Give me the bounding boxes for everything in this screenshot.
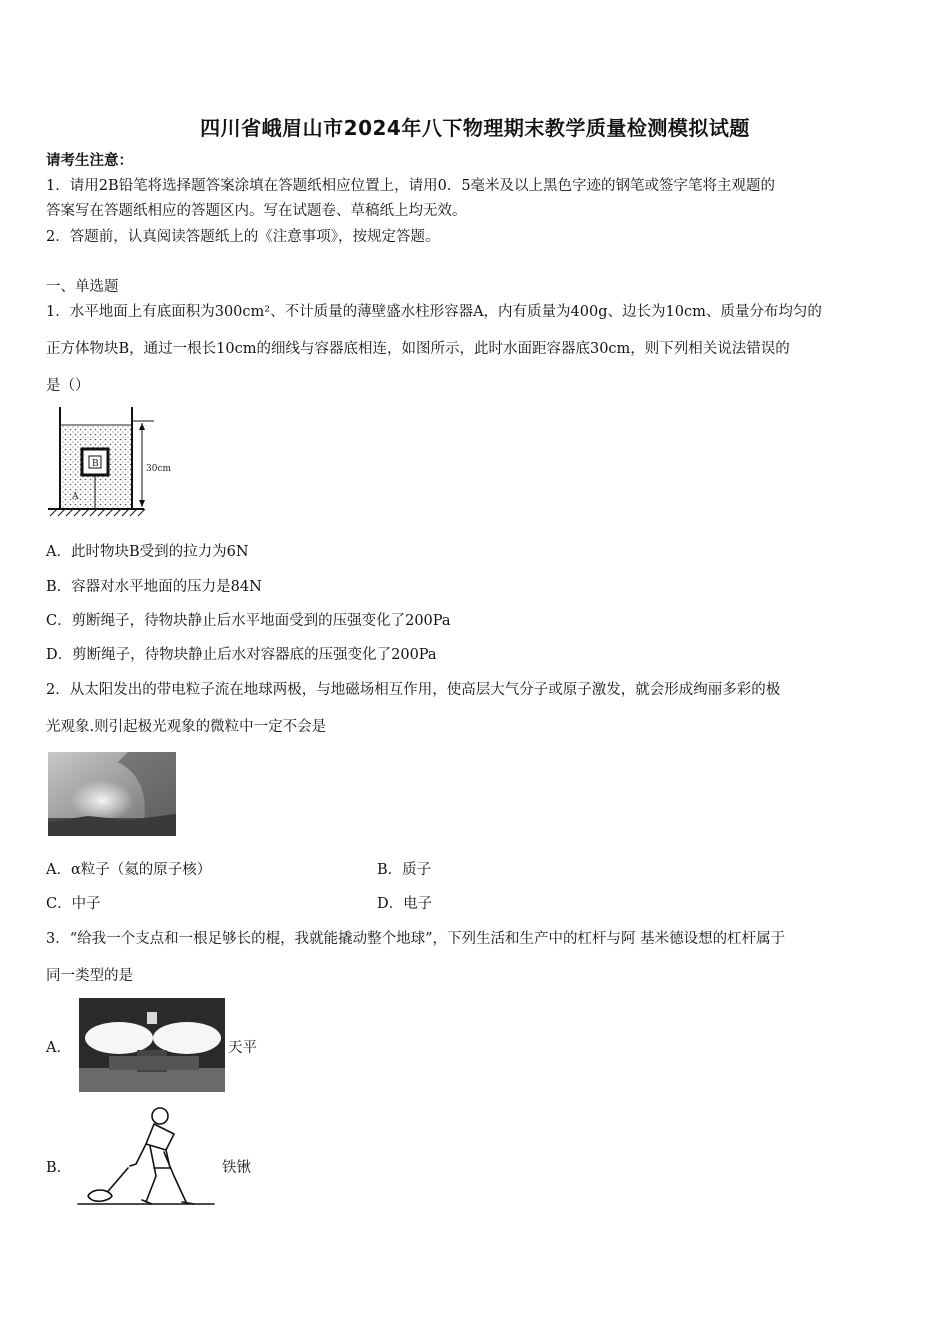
q1-stem-line-1: 1．水平地面上有底面积为300cm²、不计质量的薄壁盛水柱形容器A，内有质量为400g、边长为10cm、质量分布均匀的 [46,304,822,320]
q1-stem-line-3: 是（） [46,378,90,394]
notice-heading: 请考生注意： [46,152,133,169]
q1-fig-label-b: B [92,459,99,469]
q3-option-b-label: 铁锹 [222,1160,251,1176]
q2-option-b: B．质子 [377,862,432,878]
q2-aurora-photo [48,752,176,836]
q3-stem-line-1: 3．“给我一个支点和一根足够长的棍，我就能撬动整个地球”，下列生活和生产中的杠杆与阿 基米德设想的杠杆属于 [46,931,786,947]
page-title: 四川省峨眉山市2024年八下物理期末教学质量检测模拟试题 [200,116,750,140]
notice-line-1b: 答案写在答题纸相应的答题区内。写在试题卷、草稿纸上均无效。 [46,203,467,219]
q1-option-a: A．此时物块B受到的拉力为6N [46,544,249,560]
q1-container-figure [44,403,176,519]
q3-shovel-figure [74,1104,222,1214]
q2-option-c: C．中子 [46,896,101,912]
q1-option-d: D．剪断绳子，待物块静止后水对容器底的压强变化了200Pa [46,647,437,663]
q3-option-a-label: 天平 [228,1040,257,1056]
q3-stem-line-2: 同一类型的是 [46,968,133,984]
q2-stem-line-2: 光观象.则引起极光观象的微粒中一定不会是 [46,719,327,735]
section-heading: 一、单选题 [46,279,119,295]
q3-option-b-letter: B． [46,1160,72,1176]
notice-line-1: 1．请用2B铅笔将选择题答案涂填在答题纸相应位置上，请用0．5毫米及以上黑色字迹的钢笔或签字笔将主观题的 [46,178,776,194]
q2-stem-line-1: 2．从太阳发出的带电粒子流在地球两极，与地磁场相互作用，使高层大气分子或原子激发，就会形成绚丽多彩的极 [46,682,781,698]
q3-balance-photo [79,998,225,1092]
q1-stem-line-2: 正方体物块B，通过一根长10cm的细线与容器底相连，如图所示，此时水面距容器底30cm，则下列相关说法错误的 [46,341,790,357]
q2-option-d: D．电子 [377,896,433,912]
q1-option-c: C．剪断绳子，待物块静止后水平地面受到的压强变化了200Pa [46,613,451,629]
q1-fig-label-a: A [72,492,79,502]
notice-line-2: 2．答题前，认真阅读答题纸上的《注意事项》，按规定答题。 [46,229,440,245]
q2-option-a: A．α粒子（氦的原子核） [46,862,212,878]
q1-option-b: B．容器对水平地面的压力是84N [46,579,262,595]
q1-fig-label-height: 30cm [146,464,172,474]
q3-option-a-letter: A． [46,1040,71,1056]
